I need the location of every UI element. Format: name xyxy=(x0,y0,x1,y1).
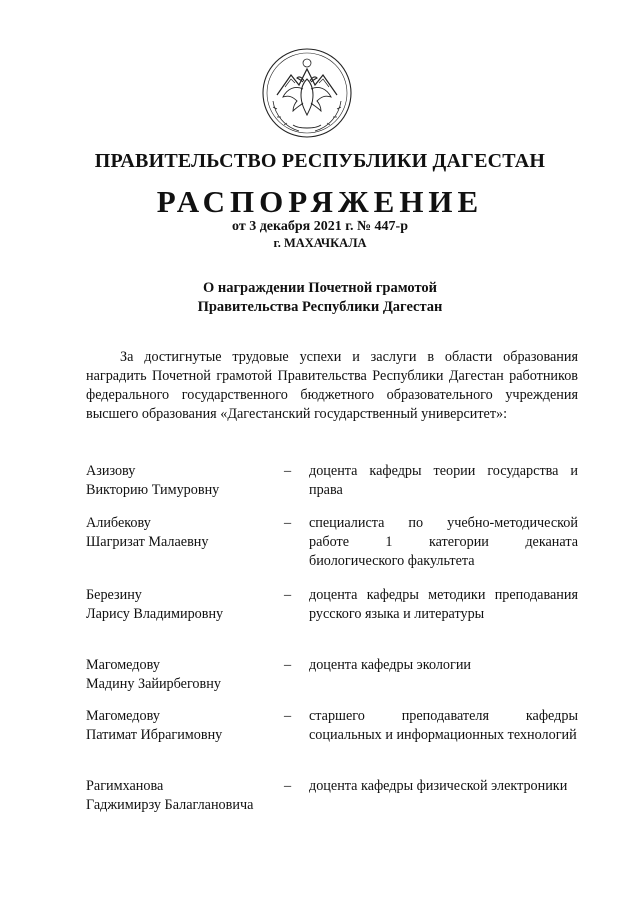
dash-separator: – xyxy=(284,708,292,724)
awardee-name xyxy=(86,514,276,552)
government-name: ПРАВИТЕЛЬСТВО РЕСПУБЛИКИ ДАГЕСТАН xyxy=(94,150,546,172)
document-city: г. МАХАЧКАЛА xyxy=(273,236,367,250)
dagestan-coat-of-arms-icon xyxy=(259,45,355,141)
subject-line: О награждении Почетной грамотой xyxy=(202,280,438,296)
awardee-surname: Магомедову xyxy=(86,708,160,724)
awardee-name xyxy=(86,462,276,500)
awardee-position: специалиста по учебно-методической работе 1 категории деканата биологического факультета xyxy=(309,515,578,569)
dash-separator: – xyxy=(284,587,292,603)
dash-separator: – xyxy=(284,657,292,673)
awardee-surname: Алибекову xyxy=(86,515,151,531)
awardee-surname: Магомедову xyxy=(86,657,160,673)
dash-separator: – xyxy=(284,778,292,794)
awardee-given-names: Мадину Зайирбеговну xyxy=(86,676,221,692)
awardee-name xyxy=(86,656,276,694)
document-date-number: от 3 декабря 2021 г. № 447-р xyxy=(232,219,408,234)
awardee-name xyxy=(86,707,276,745)
document-type: РАСПОРЯЖЕНИЕ xyxy=(156,184,484,219)
awardee-given-names: Шагризат Малаевну xyxy=(86,534,209,550)
awardee-given-names: Гаджимирзу Балаглановича xyxy=(86,797,254,813)
dash-separator: – xyxy=(284,463,292,479)
awardee-position: доцента кафедры методики преподавания русского языка и литературы xyxy=(309,587,578,622)
awardee-name xyxy=(86,586,276,624)
awardee-position: старшего преподавателя кафедры социальных и информационных технологий xyxy=(309,708,578,743)
awardee-position: доцента кафедры экологии xyxy=(309,657,472,673)
awardee-surname: Азизову xyxy=(86,463,136,479)
awardee-position: доцента кафедры физической электроники xyxy=(309,778,568,794)
awardee-name xyxy=(86,777,276,815)
awardee-given-names: Ларису Владимировну xyxy=(86,606,224,622)
awardee-given-names: Патимат Ибрагимовну xyxy=(86,727,223,743)
awardee-surname: Рагимханова xyxy=(86,778,164,794)
subject-line: Правительства Республики Дагестан xyxy=(197,299,443,315)
dash-separator: – xyxy=(284,515,292,531)
intro-paragraph: За достигнутые трудовые успехи и заслуги в области образования наградить Почетной грамотой Правительства Республики Дагестан работников федерального государственного бюджетного образовательного учреждения высшего образования «Дагестанский государственный университет»: xyxy=(86,349,578,422)
awardee-position: доцента кафедры теории государства и права xyxy=(309,463,578,498)
awardee-given-names: Викторию Тимуровну xyxy=(86,482,220,498)
document-subject xyxy=(0,279,640,317)
awardee-surname: Березину xyxy=(86,587,142,603)
